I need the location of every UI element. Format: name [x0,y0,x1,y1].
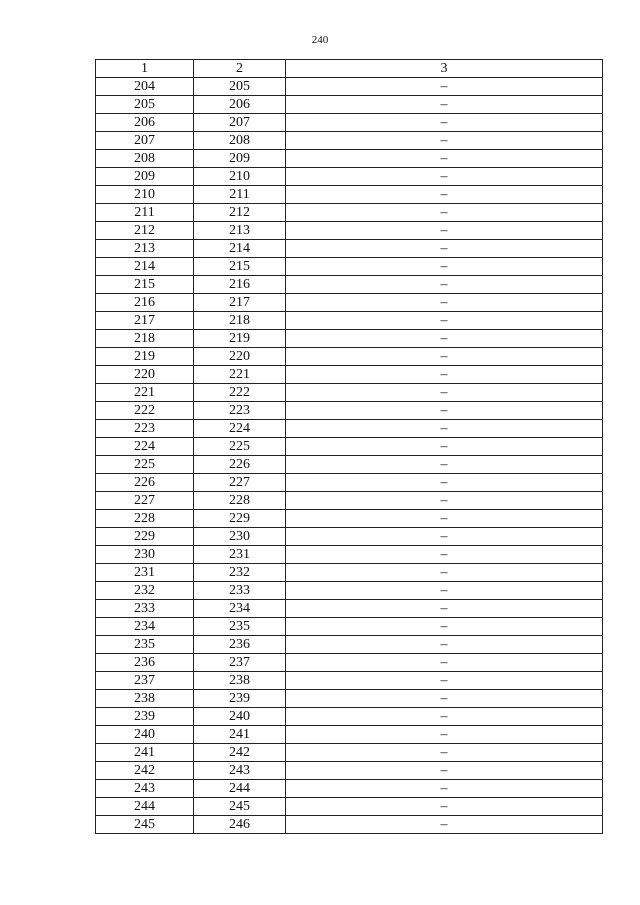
table-cell-col-1: 226 [96,474,194,492]
table-cell-col-3: – [286,186,603,204]
table-cell-col-2: 208 [194,132,286,150]
table-cell-col-3: – [286,672,603,690]
table-cell-col-1: 218 [96,330,194,348]
table-cell-col-1: 232 [96,582,194,600]
table-cell-col-2: 245 [194,798,286,816]
table-cell-col-3: – [286,96,603,114]
table-cell-col-1: 208 [96,150,194,168]
table-cell-col-1: 219 [96,348,194,366]
table-cell-col-2: 236 [194,636,286,654]
table-cell-col-2: 211 [194,186,286,204]
table-cell-col-2: 229 [194,510,286,528]
table-row [96,618,603,636]
table-cell-col-2: 240 [194,708,286,726]
table-cell-col-1: 210 [96,186,194,204]
table-cell-col-2: 232 [194,564,286,582]
table-row [96,132,603,150]
table-cell-col-3: – [286,348,603,366]
table-row [96,276,603,294]
table-cell-col-3: – [286,114,603,132]
table-row [96,150,603,168]
table-cell-col-2: 213 [194,222,286,240]
table-row [96,564,603,582]
table-cell-col-3: – [286,636,603,654]
table-cell-col-1: 227 [96,492,194,510]
table-cell-col-2: 223 [194,402,286,420]
table-cell-col-2: 205 [194,78,286,96]
table-row [96,168,603,186]
table-row [96,420,603,438]
table-cell-col-2: 230 [194,528,286,546]
table-cell-col-2: 215 [194,258,286,276]
table-cell-col-1: 223 [96,420,194,438]
table-cell-col-3: – [286,312,603,330]
column-header-3: 3 [286,60,603,78]
table-row [96,636,603,654]
table-cell-col-2: 212 [194,204,286,222]
table-cell-col-2: 231 [194,546,286,564]
table-cell-col-2: 222 [194,384,286,402]
table-cell-col-2: 216 [194,276,286,294]
table-cell-col-2: 220 [194,348,286,366]
column-header-2: 2 [194,60,286,78]
table-row [96,780,603,798]
table-cell-col-3: – [286,384,603,402]
table-cell-col-2: 226 [194,456,286,474]
table-cell-col-3: – [286,492,603,510]
table-cell-col-3: – [286,150,603,168]
table-cell-col-1: 244 [96,798,194,816]
table-cell-col-1: 220 [96,366,194,384]
table-row [96,744,603,762]
table-row [96,186,603,204]
data-table [95,59,603,834]
table-cell-col-1: 212 [96,222,194,240]
table-row [96,816,603,834]
table-cell-col-1: 240 [96,726,194,744]
table-cell-col-1: 235 [96,636,194,654]
table-row [96,366,603,384]
table-cell-col-2: 219 [194,330,286,348]
table-cell-col-3: – [286,222,603,240]
table-row [96,240,603,258]
table-cell-col-2: 206 [194,96,286,114]
table-cell-col-1: 237 [96,672,194,690]
table-cell-col-3: – [286,726,603,744]
table-row [96,654,603,672]
table-cell-col-1: 228 [96,510,194,528]
table-cell-col-2: 207 [194,114,286,132]
table-cell-col-2: 228 [194,492,286,510]
table-cell-col-1: 239 [96,708,194,726]
table-cell-col-3: – [286,798,603,816]
table-cell-col-3: – [286,204,603,222]
table-row [96,222,603,240]
table-cell-col-3: – [286,600,603,618]
table-row [96,690,603,708]
table-cell-col-3: – [286,762,603,780]
table-cell-col-1: 214 [96,258,194,276]
table-cell-col-2: 238 [194,672,286,690]
table-row [96,510,603,528]
table-cell-col-2: 224 [194,420,286,438]
table-cell-col-1: 206 [96,114,194,132]
table-cell-col-3: – [286,258,603,276]
table-cell-col-2: 239 [194,690,286,708]
table-cell-col-1: 243 [96,780,194,798]
table-cell-col-1: 242 [96,762,194,780]
table-cell-col-3: – [286,402,603,420]
table-cell-col-2: 209 [194,150,286,168]
table-cell-col-1: 245 [96,816,194,834]
table-cell-col-1: 233 [96,600,194,618]
table-cell-col-2: 233 [194,582,286,600]
table-cell-col-2: 237 [194,654,286,672]
table-cell-col-2: 214 [194,240,286,258]
table-row [96,798,603,816]
table-cell-col-1: 222 [96,402,194,420]
table-cell-col-1: 213 [96,240,194,258]
table-cell-col-3: – [286,654,603,672]
table-row [96,528,603,546]
table-cell-col-1: 229 [96,528,194,546]
table-row [96,582,603,600]
table-row [96,726,603,744]
table-cell-col-2: 227 [194,474,286,492]
table-cell-col-1: 217 [96,312,194,330]
table-row [96,546,603,564]
table-row [96,438,603,456]
table-cell-col-1: 211 [96,204,194,222]
table-cell-col-3: – [286,276,603,294]
table-cell-col-3: – [286,582,603,600]
table-cell-col-1: 230 [96,546,194,564]
table-cell-col-2: 246 [194,816,286,834]
table-row [96,762,603,780]
table-cell-col-1: 241 [96,744,194,762]
table-row [96,114,603,132]
table-cell-col-3: – [286,690,603,708]
page-number: 240 [311,34,329,46]
table-row [96,384,603,402]
column-header-1: 1 [96,60,194,78]
table-cell-col-2: 235 [194,618,286,636]
table-cell-col-3: – [286,564,603,582]
table-cell-col-3: – [286,780,603,798]
table-cell-col-1: 204 [96,78,194,96]
table-body [96,78,603,834]
table-cell-col-2: 217 [194,294,286,312]
table-cell-col-2: 210 [194,168,286,186]
table-cell-col-2: 221 [194,366,286,384]
table-cell-col-3: – [286,78,603,96]
table-row [96,456,603,474]
table-row [96,330,603,348]
table-cell-col-3: – [286,546,603,564]
table-row [96,78,603,96]
table-cell-col-2: 244 [194,780,286,798]
table-cell-col-1: 236 [96,654,194,672]
table-cell-col-1: 216 [96,294,194,312]
table-cell-col-3: – [286,438,603,456]
table-cell-col-2: 218 [194,312,286,330]
table-cell-col-2: 234 [194,600,286,618]
table-cell-col-3: – [286,420,603,438]
table-cell-col-2: 243 [194,762,286,780]
table-cell-col-3: – [286,510,603,528]
table-cell-col-1: 234 [96,618,194,636]
table-header-row [96,60,603,78]
table-row [96,402,603,420]
table-cell-col-2: 241 [194,726,286,744]
table-cell-col-1: 224 [96,438,194,456]
table-cell-col-1: 207 [96,132,194,150]
table-cell-col-1: 221 [96,384,194,402]
table-cell-col-3: – [286,366,603,384]
table-row [96,294,603,312]
table-cell-col-3: – [286,132,603,150]
table-cell-col-3: – [286,330,603,348]
table-row [96,348,603,366]
table-row [96,600,603,618]
table-row [96,204,603,222]
table-cell-col-3: – [286,240,603,258]
table-cell-col-1: 209 [96,168,194,186]
table-row [96,708,603,726]
table-row [96,672,603,690]
table-cell-col-1: 225 [96,456,194,474]
table-cell-col-2: 225 [194,438,286,456]
table-cell-col-3: – [286,744,603,762]
table-row [96,492,603,510]
table-cell-col-3: – [286,294,603,312]
table-cell-col-3: – [286,456,603,474]
table-cell-col-1: 205 [96,96,194,114]
table-row [96,474,603,492]
table-row [96,96,603,114]
table-cell-col-1: 215 [96,276,194,294]
table-cell-col-1: 231 [96,564,194,582]
table-cell-col-1: 238 [96,690,194,708]
table-cell-col-3: – [286,816,603,834]
table-cell-col-3: – [286,708,603,726]
table-cell-col-3: – [286,474,603,492]
table-cell-col-2: 242 [194,744,286,762]
table-cell-col-3: – [286,168,603,186]
table-row [96,258,603,276]
table-cell-col-3: – [286,528,603,546]
table-cell-col-3: – [286,618,603,636]
table-row [96,312,603,330]
